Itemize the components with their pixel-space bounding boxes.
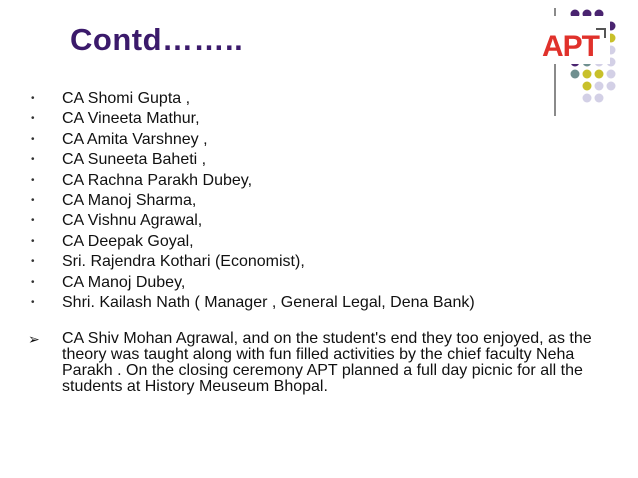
bullet-dot-icon: • bbox=[31, 215, 35, 227]
arrow-bullet-icon: ➢ bbox=[28, 331, 40, 347]
apt-logo bbox=[538, 16, 610, 64]
list-item-text: Sri. Rajendra Kothari (Economist), bbox=[62, 253, 305, 271]
dot bbox=[595, 94, 604, 103]
bullet-dot-icon: • bbox=[31, 93, 35, 104]
list-item bbox=[28, 252, 475, 272]
dot bbox=[571, 70, 580, 79]
list-item bbox=[28, 211, 475, 231]
list-item-text: CA Shomi Gupta , bbox=[62, 90, 191, 107]
dot bbox=[595, 70, 604, 79]
bullet-dot-icon: • bbox=[31, 174, 35, 186]
list-item-text: Shri. Kailash Nath ( Manager , General Legal, Dena Bank) bbox=[62, 293, 475, 311]
list-item-text: CA Rachna Parakh Dubey, bbox=[62, 171, 253, 189]
logo-corner-mark bbox=[596, 28, 606, 38]
bullet-dot-icon: • bbox=[31, 194, 35, 206]
bullet-dot-icon: • bbox=[31, 235, 35, 247]
dot bbox=[583, 82, 592, 91]
dot bbox=[607, 70, 616, 79]
list-item bbox=[28, 273, 475, 293]
list-item bbox=[28, 171, 475, 191]
list-item bbox=[28, 150, 475, 170]
bullet-dot-icon: • bbox=[31, 296, 35, 308]
logo-text: APT bbox=[542, 30, 599, 63]
list-item-text: CA Manoj Dubey, bbox=[62, 273, 186, 291]
slide-title: Contd…….. bbox=[70, 22, 244, 57]
list-item-text: CA Suneeta Baheti , bbox=[62, 151, 207, 169]
list-item bbox=[28, 89, 475, 109]
dot bbox=[583, 70, 592, 79]
dot bbox=[607, 82, 616, 91]
dot bbox=[583, 94, 592, 103]
list-item-text: CA Manoj Sharma, bbox=[62, 191, 197, 209]
bullet-dot-icon: • bbox=[31, 154, 35, 166]
bullet-dot-icon: • bbox=[31, 113, 35, 125]
list-item bbox=[28, 191, 475, 211]
list-item-text: CA Amita Varshney , bbox=[62, 130, 208, 148]
bullet-dot-icon: • bbox=[31, 276, 35, 288]
list-item bbox=[28, 293, 475, 313]
bullet-dot-icon: • bbox=[31, 256, 35, 268]
list-item bbox=[28, 130, 475, 150]
list-item-text: CA Vineeta Mathur, bbox=[62, 110, 200, 128]
list-item bbox=[28, 232, 475, 252]
list-item-text: CA Deepak Goyal, bbox=[62, 232, 194, 250]
list-item-text: CA Vishnu Agrawal, bbox=[62, 212, 203, 230]
bullet-dot-icon: • bbox=[31, 133, 35, 145]
logo-area bbox=[538, 8, 638, 120]
paragraph-text: CA Shiv Mohan Agrawal, and on the student's end they too enjoyed, as the theory was taught along with fun filled activities by the chief faculty Neha Parakh . On the closing ceremony APT planned a full day picnic for all the students at History Meuseum Bhopal. bbox=[62, 330, 592, 395]
list-item bbox=[28, 109, 475, 129]
dot bbox=[595, 82, 604, 91]
faculty-list bbox=[28, 89, 475, 313]
